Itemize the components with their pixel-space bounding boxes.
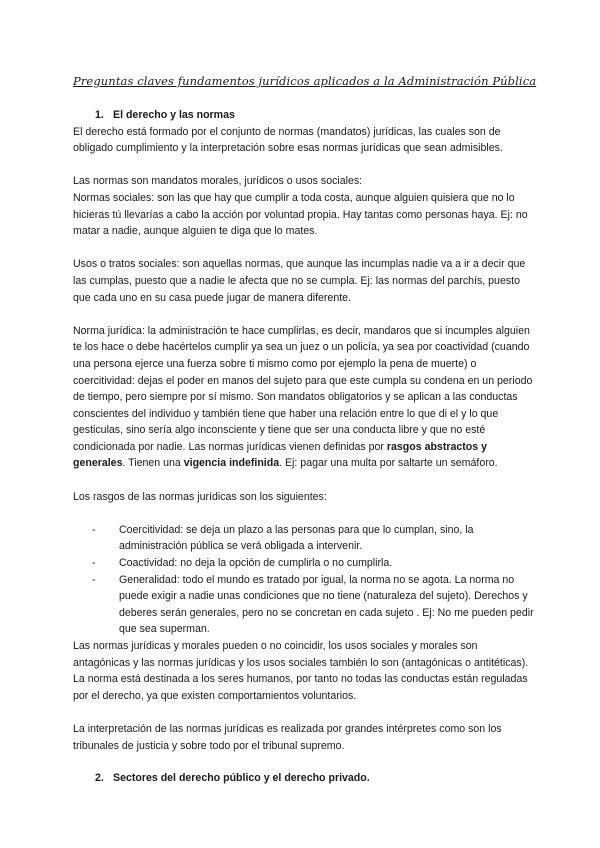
- section-2-number: 2.: [95, 772, 104, 785]
- paragraph-legal-norm: [73, 323, 535, 472]
- paragraph-intro: El derecho está formado por el conjunto de normas (mandatos) jurídicas, las cuales son de obligado cumplimiento y la interpretación sobre esas normas jurídicas que sean admisibles.: [73, 125, 503, 155]
- dash-bullet: -: [92, 557, 96, 570]
- legal-norm-bold-traits: rasgos abstractos y generales: [73, 440, 487, 470]
- list-item: [73, 572, 535, 638]
- paragraph-interpretation: La interpretación de las normas jurídicas es realizada por grandes intérpretes como son los tribunales de justicia y sobre todo por el tribunal supremo.: [73, 722, 502, 752]
- section-2-heading: [95, 770, 535, 787]
- paragraph-social-norms: Normas sociales: son las que hay que cumplir a toda costa, aunque alguien quisiera que no lo hicieras tú llevarías a cabo la acción por voluntad propia. Hay tantas como personas haya. Ej: no matar a nadie, aunque alguien te diga que lo mates.: [73, 191, 528, 238]
- section-2-title: Sectores del derecho público y el derecho privado.: [113, 772, 370, 785]
- document-body: [73, 107, 535, 787]
- trait-coercitividad: Coercitividad: se deja un plazo a las personas para que lo cumplan, sino, la administración pública se verá obligada a intervenir.: [119, 523, 474, 553]
- section-1-title: El derecho y las normas: [113, 109, 235, 121]
- paragraph-traits-intro: Los rasgos de las normas jurídicas son los siguientes:: [73, 490, 327, 503]
- legal-norm-text-a: Norma jurídica: la administración te hace cumplirlas, es decir, mandaros que si incumples alguien te los hace o debe hacértelos cumplir ya sea un juez o un policía, ya sea por coactividad (cuando una persona ejerce una fuerza sobre ti mismo como por ejemplo la pena de muerte) o coercitividad: dejas el poder en manos del sujeto para que este cumpla su condena en un periodo de tiempo, pero siempre por sí mismo. Son mandatos obligatorios y se aplican a las conductas conscientes del individuo y también tiene que haber una relación entre lo que di el y lo que gesticulas, sino sería algo inconsciente y tiene que ser una conducta libre y que no esté condicionada por nadie. Las normas jurídicas vienen definidas por: [73, 324, 533, 453]
- traits-list: [73, 522, 535, 638]
- dash-bullet: -: [92, 523, 96, 536]
- paragraph-social-uses: Usos o tratos sociales: son aquellas normas, que aunque las incumplas nadie va a ir a decir que las cumplas, puesto que a nadie le afecta que no se cumpla. Ej: las normas del parchís, puesto que cada uno en su casa puede jugar de manera diferente.: [73, 258, 526, 304]
- trait-coactividad: Coactividad: no deja la opción de cumplirla o no cumplirla.: [119, 557, 393, 570]
- section-1-heading: [95, 107, 535, 124]
- legal-norm-text-c: . Ej: pagar una multa por saltarte un semáforo.: [279, 457, 498, 470]
- dash-bullet: -: [92, 573, 96, 586]
- document-title: Preguntas claves fundamentos jurídicos aplicados a la Administración Pública: [73, 74, 537, 88]
- list-item: [73, 555, 535, 572]
- section-1-number: 1.: [95, 109, 104, 121]
- list-item: [73, 522, 535, 555]
- legal-norm-text-b: . Tienen una: [122, 457, 184, 470]
- legal-norm-bold-validity: vigencia indefinida: [183, 457, 280, 470]
- trait-generalidad: Generalidad: todo el mundo es tratado por igual, la norma no se agota. La norma no puede exigir a nadie unas condiciones que no tiene (naturaleza del sujeto). Derechos y deberes serán generales, pero no se concretan en cada sujeto . Ej: No me pueden pedir que sea superman.: [119, 573, 534, 636]
- paragraph-antagonism: Las normas jurídicas y morales pueden o no coincidir, los usos sociales y morales son antagónicas y las normas jurídicas y los usos sociales también lo son (antagónicas o antitéticas). La norma está destinada a los seres humanos, por tanto no todas las conductas están reguladas por el derecho, ya que existen comportamientos voluntarios.: [73, 640, 529, 702]
- paragraph-norms-types: Las normas son mandatos morales, jurídicos o usos sociales:: [73, 175, 363, 188]
